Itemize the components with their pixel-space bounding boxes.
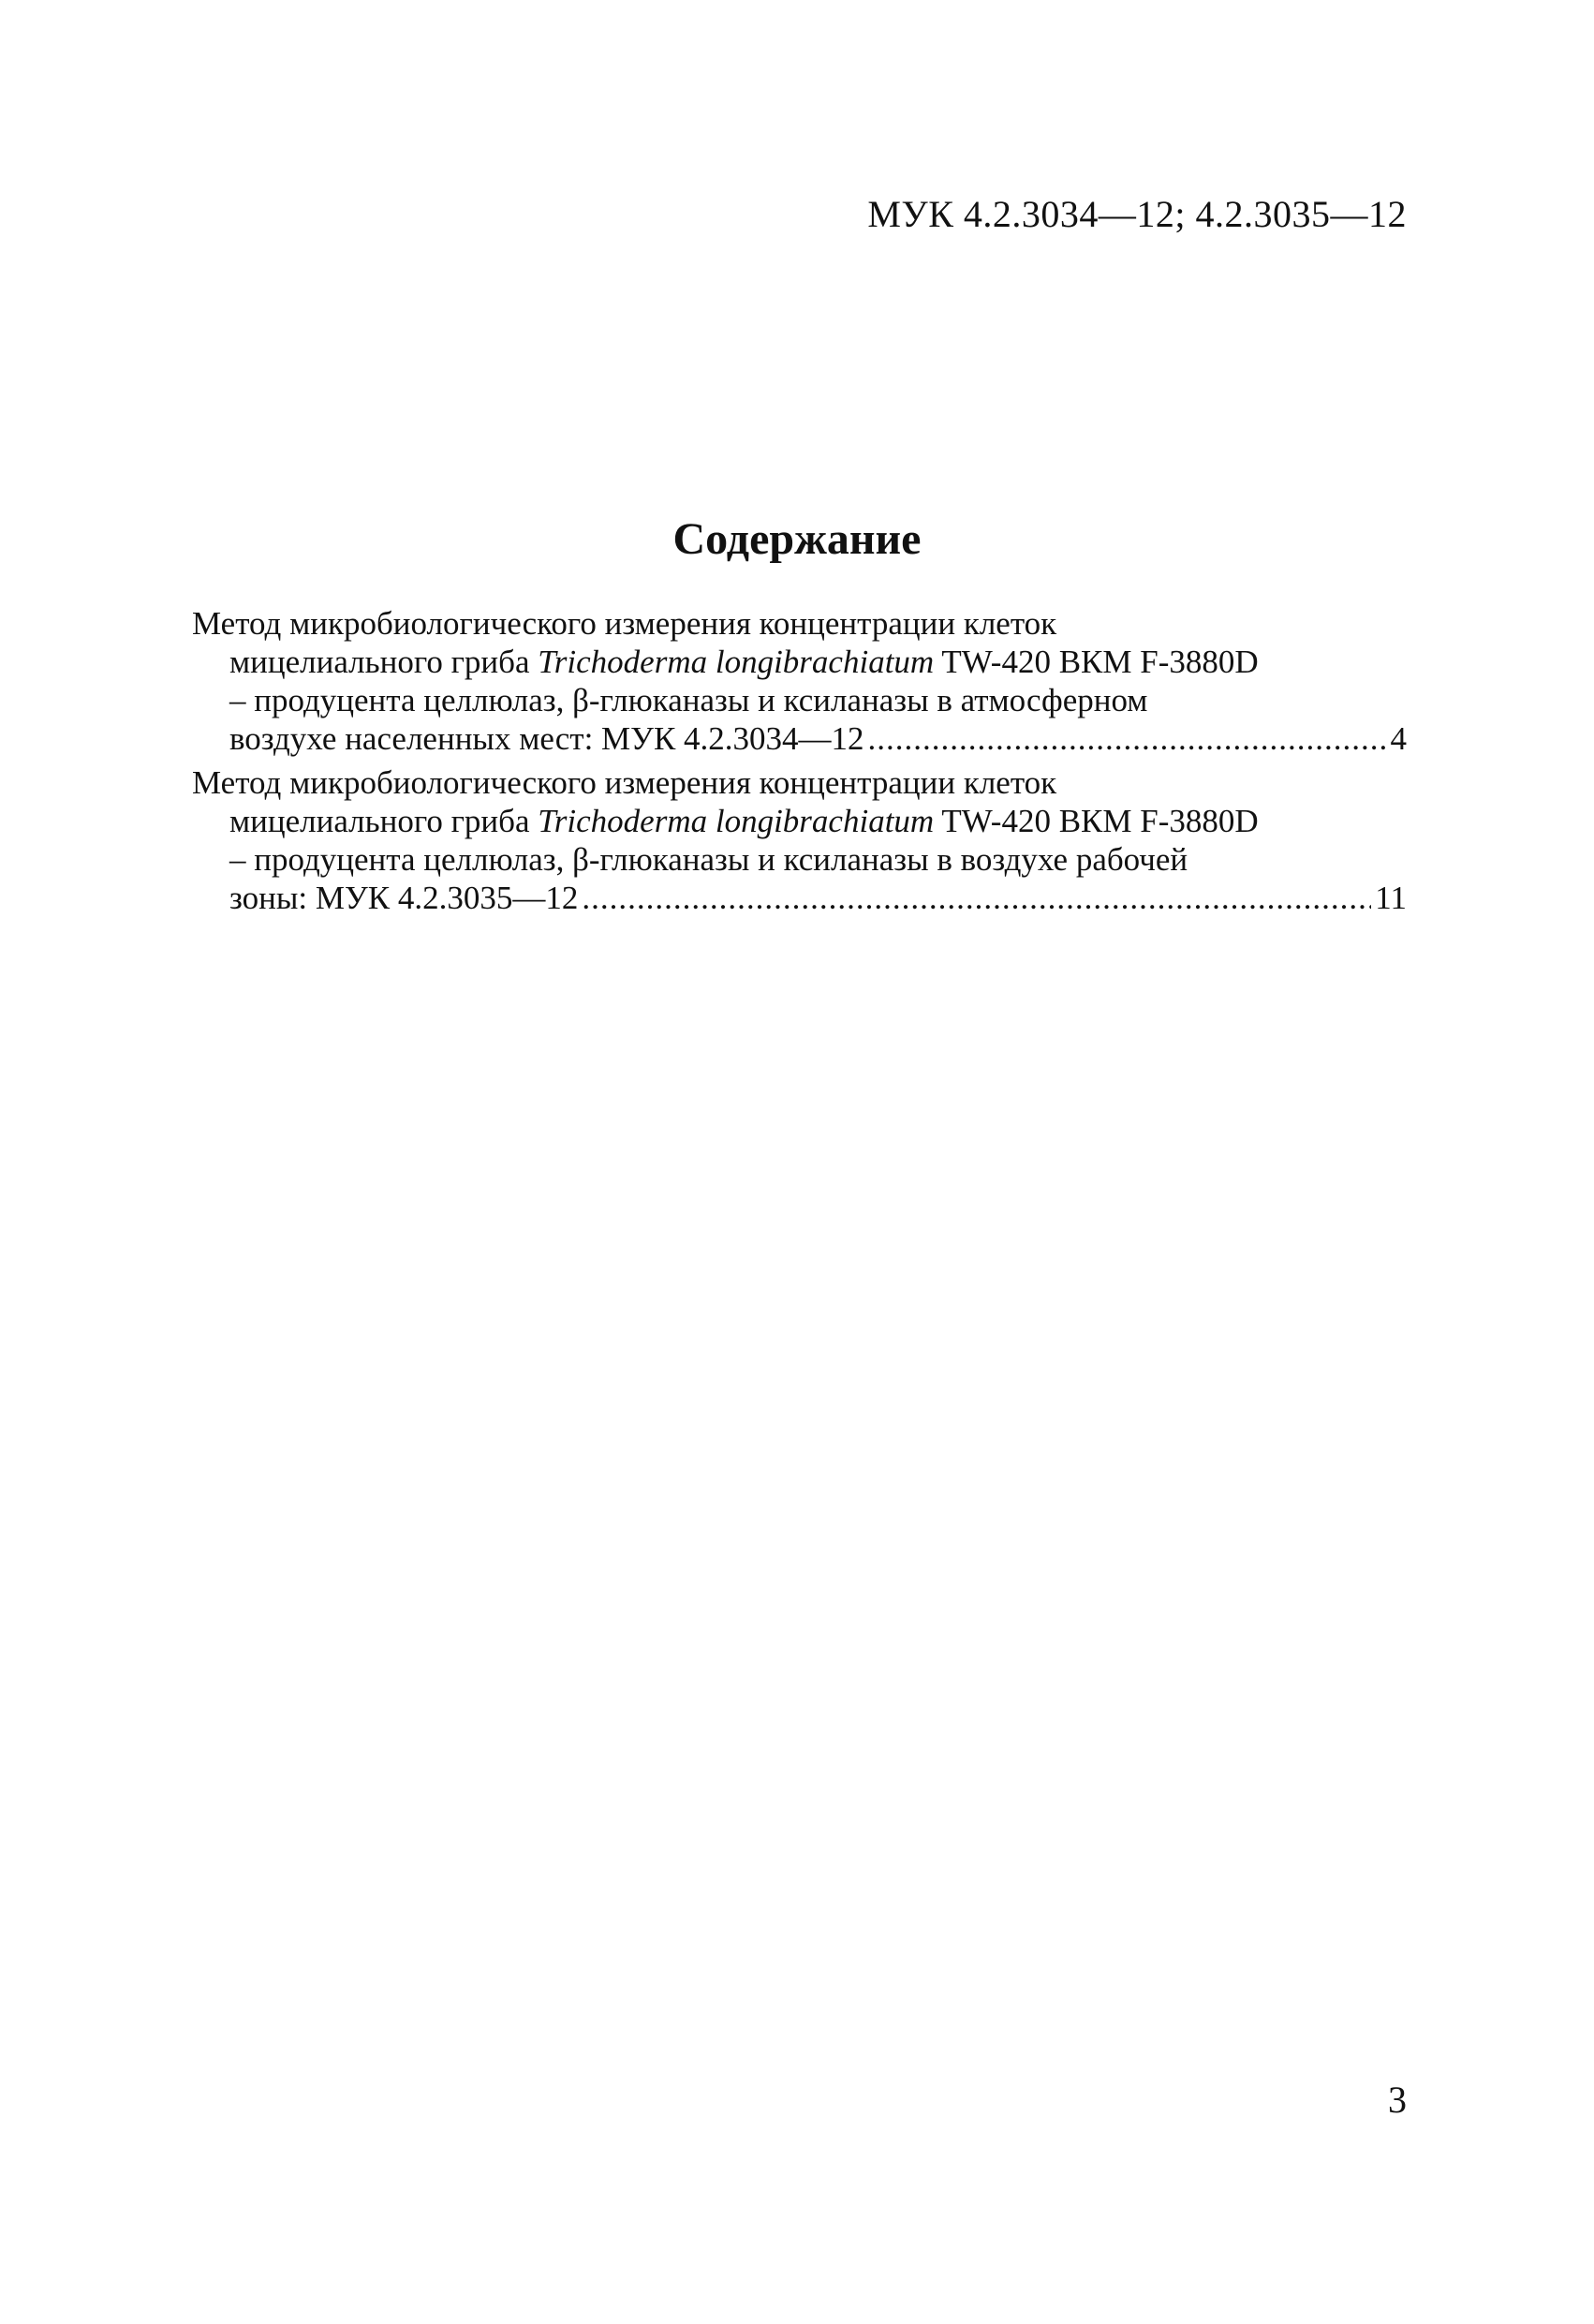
toc-text: зоны: МУК 4.2.3035—12 xyxy=(229,880,579,916)
toc-entry-last-line xyxy=(192,879,1407,917)
document-code-header: МУК 4.2.3034—12; 4.2.3035—12 xyxy=(867,193,1407,235)
toc-entry-line xyxy=(192,643,1407,681)
toc-entry-line: Метод микробиологического измерения концентрации клеток xyxy=(192,605,1057,642)
toc-text: TW-420 ВКМ F-3880D xyxy=(934,803,1259,839)
species-name: Trichoderma longibrachiatum xyxy=(538,644,935,680)
page-number: 3 xyxy=(1388,2079,1407,2121)
toc-text: воздухе населенных мест: МУК 4.2.3034—12 xyxy=(229,720,864,757)
toc-entry-1[interactable] xyxy=(192,604,1407,758)
table-of-contents xyxy=(192,604,1407,923)
toc-text: мицелиального гриба xyxy=(229,803,539,839)
toc-page-number: 11 xyxy=(1375,880,1407,916)
toc-entry-line: Метод микробиологического измерения концентрации клеток xyxy=(192,764,1057,801)
dot-leader xyxy=(582,879,1371,917)
toc-entry-line: – продуцента целлюлаз, β-глюканазы и ксиланазы в воздухе рабочей xyxy=(229,841,1188,878)
toc-page-number: 4 xyxy=(1390,720,1407,757)
page-title: Содержание xyxy=(672,514,922,564)
toc-entry-line: – продуцента целлюлаз, β-глюканазы и ксиланазы в атмосферном xyxy=(229,682,1148,718)
toc-text: мицелиального гриба xyxy=(229,644,539,680)
toc-entry-last-line xyxy=(192,719,1407,758)
dot-leader xyxy=(868,719,1387,758)
species-name: Trichoderma longibrachiatum xyxy=(538,803,935,839)
toc-text: TW-420 ВКМ F-3880D xyxy=(934,644,1259,680)
toc-entry-2[interactable] xyxy=(192,763,1407,917)
toc-entry-line xyxy=(192,802,1407,840)
